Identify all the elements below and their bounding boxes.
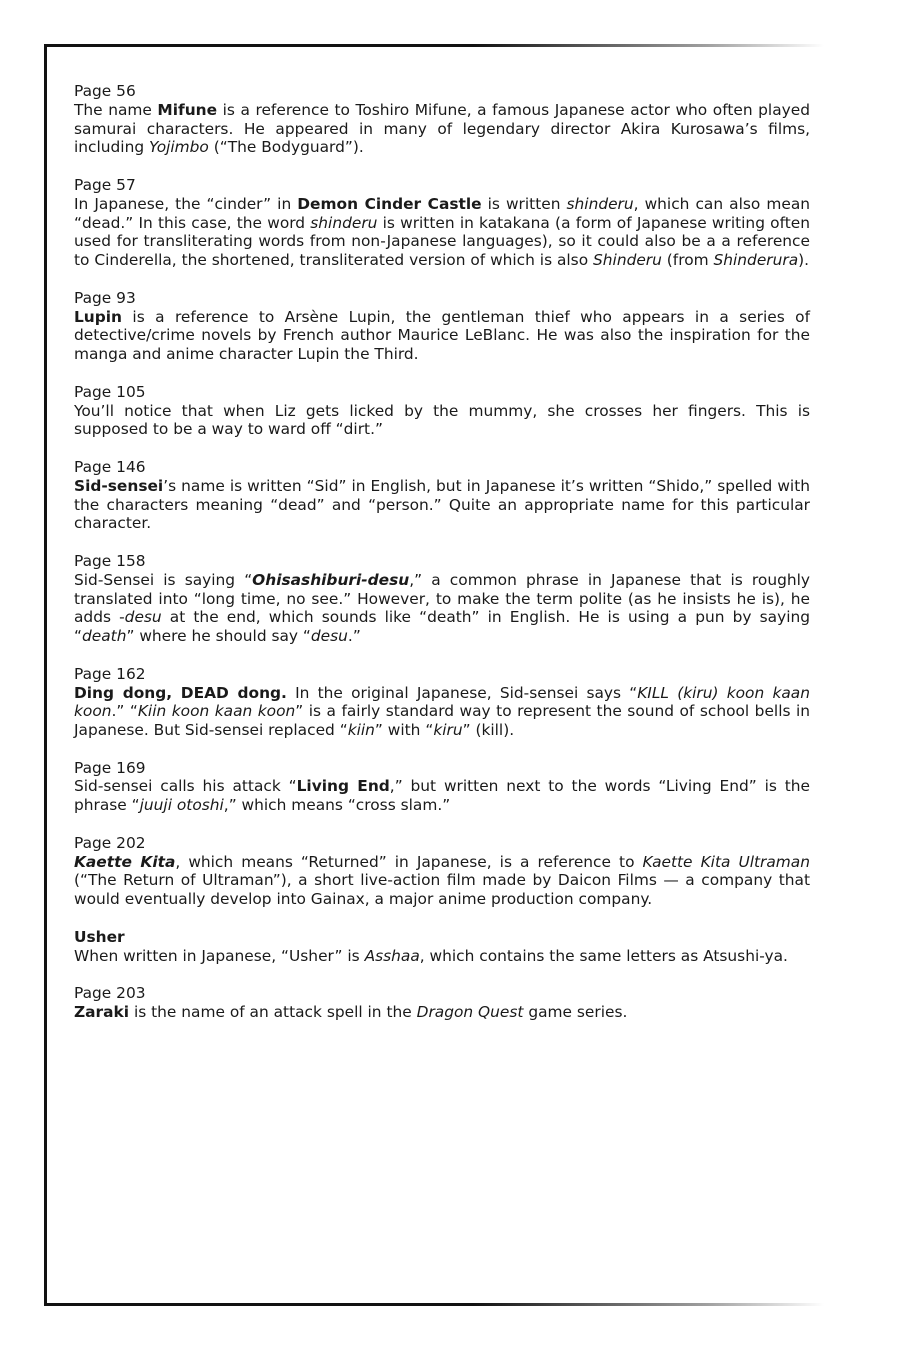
note-text-run: Shinderura xyxy=(713,251,799,270)
note-text-run: desu xyxy=(310,627,348,646)
note-block xyxy=(74,289,810,364)
note-text-run: , which can also mean “dead.” In this case, the word xyxy=(74,194,811,232)
note-body xyxy=(74,1003,810,1022)
note-text-run: In Japanese, the “cinder” in xyxy=(74,194,298,213)
note-block xyxy=(74,82,810,157)
note-text-run: Mifune xyxy=(157,100,218,119)
note-text-run: Ohisashiburi-desu xyxy=(252,570,410,589)
note-heading: Page 105 xyxy=(74,382,146,401)
note-heading: Page 158 xyxy=(74,551,146,570)
note-text-run: In the original Japanese, Sid-sensei says “ xyxy=(286,683,638,702)
note-text-run: Dragon Quest xyxy=(416,1003,524,1022)
note-heading: Page 56 xyxy=(74,82,136,100)
note-text-run: ” with “ xyxy=(374,721,434,740)
note-block xyxy=(74,984,810,1022)
page-frame-top-rule xyxy=(44,44,824,47)
note-text-run: at the end, which sounds like “death” in English. He is using a pun by saying “ xyxy=(74,608,810,646)
note-block xyxy=(74,383,810,439)
note-text-run: Sid-Sensei is saying “ xyxy=(74,570,253,589)
note-body xyxy=(74,777,810,815)
note-text-run: .” xyxy=(347,627,361,646)
note-text-run: When written in Japanese, “Usher” is xyxy=(74,946,365,965)
note-text-run: .” “ xyxy=(111,702,138,721)
note-text-run: Kaette Kita Ultraman xyxy=(642,852,810,871)
note-body xyxy=(74,571,810,646)
translation-notes xyxy=(74,82,810,1041)
note-text-run: Sid-sensei xyxy=(74,476,164,495)
note-text-run: is written in katakana (a form of Japanese writing often used for transliterating words from non-Japanese languages), so it could also be a a reference to Cinderella, the shortened, transliterated version of which is also xyxy=(74,213,810,270)
note-text-run: Kiin koon kaan koon xyxy=(137,702,296,721)
note-text-run: (from xyxy=(661,251,714,270)
note-block xyxy=(74,834,810,909)
page-frame-bottom-rule xyxy=(44,1303,824,1306)
note-text-run: Sid-sensei calls his attack “ xyxy=(74,777,297,796)
note-text-run: game series. xyxy=(523,1003,628,1022)
note-body xyxy=(74,477,810,533)
note-body xyxy=(74,195,810,270)
note-text-run: kiin xyxy=(347,721,375,740)
note-block xyxy=(74,176,810,270)
note-text-run: Demon Cinder Castle xyxy=(297,194,482,213)
note-text-run: Kaette Kita xyxy=(74,852,176,871)
note-heading: Page 93 xyxy=(74,288,136,307)
note-text-run: (“The Bodyguard”). xyxy=(208,138,364,157)
note-heading: Page 202 xyxy=(74,833,146,852)
note-block xyxy=(74,665,810,740)
note-text-run: Lupin xyxy=(74,307,123,326)
note-text-run: is written xyxy=(481,194,567,213)
note-text-run: desu xyxy=(124,608,162,627)
note-text-run: The name xyxy=(74,100,158,119)
page-frame-left-rule xyxy=(44,44,47,1306)
note-text-run: shinderu xyxy=(310,213,378,232)
note-heading: Page 203 xyxy=(74,984,146,1003)
note-text-run: You’ll notice that when Liz gets licked by the mummy, she crosses her fingers. This is supposed to be a way to ward off “dirt.” xyxy=(74,401,810,439)
note-heading: Usher xyxy=(74,927,125,946)
note-text-run: ,” a common phrase in Japanese that is roughly translated into “long time, no see.” However, to make the term polite (as he insists he is), he adds - xyxy=(74,570,810,627)
note-text-run: (“The Return of Ultraman”), a short live-action film made by Daicon Films — a company that would eventually develop into Gainax, a major anime production company. xyxy=(74,871,810,909)
note-text-run: ). xyxy=(798,251,810,270)
note-body xyxy=(74,853,810,909)
note-text-run: Living End xyxy=(296,777,390,796)
note-heading: Page 146 xyxy=(74,457,146,476)
note-heading: Page 162 xyxy=(74,664,146,683)
note-text-run: KILL (kiru) koon kaan koon xyxy=(74,683,810,721)
note-block xyxy=(74,928,810,966)
note-text-run: is a reference to Toshiro Mifune, a famous Japanese actor who often played samurai characters. He appeared in many of legendary director Akira Kurosawa’s films, including xyxy=(74,100,810,157)
note-text-run: death xyxy=(81,627,127,646)
note-block xyxy=(74,552,810,646)
note-text-run: juuji otoshi xyxy=(139,796,224,815)
note-body xyxy=(74,684,810,740)
note-text-run: kiru xyxy=(433,721,463,740)
note-text-run: Zaraki xyxy=(74,1003,130,1022)
note-body xyxy=(74,402,810,440)
note-heading: Page 169 xyxy=(74,758,146,777)
note-text-run: Yojimbo xyxy=(148,138,209,157)
note-text-run: ” (kill). xyxy=(462,721,515,740)
note-text-run: Shinderu xyxy=(593,251,662,270)
note-body xyxy=(74,308,810,364)
note-heading: Page 57 xyxy=(74,175,136,194)
note-text-run: ” where he should say “ xyxy=(126,627,311,646)
note-text-run: ,” but written next to the words “Living End” is the phrase “ xyxy=(74,777,810,815)
note-text-run: ” is a fairly standard way to represent the sound of school bells in Japanese. But Sid-sensei replaced “ xyxy=(74,702,811,740)
note-text-run: , which contains the same letters as Atsushi-ya. xyxy=(419,946,788,965)
note-text-run: , which means “Returned” in Japanese, is a reference to xyxy=(175,852,643,871)
note-body xyxy=(74,101,810,157)
note-text-run: shinderu xyxy=(566,194,634,213)
note-text-run: Ding dong, DEAD dong. xyxy=(74,683,287,702)
note-body xyxy=(74,947,810,966)
note-text-run: Asshaa xyxy=(364,946,420,965)
note-text-run: is a reference to Arsène Lupin, the gentleman thief who appears in a series of detective/crime novels by French author Maurice LeBlanc. He was also the inspiration for the manga and anime character Lupin the Third. xyxy=(74,307,810,364)
note-block xyxy=(74,759,810,815)
note-text-run: is the name of an attack spell in the xyxy=(129,1003,417,1022)
note-block xyxy=(74,458,810,533)
note-text-run: ’s name is written “Sid” in English, but in Japanese it’s written “Shido,” spelled with the characters meaning “dead” and “person.” Quite an appropriate name for this particular character. xyxy=(74,476,810,533)
note-text-run: ,” which means “cross slam.” xyxy=(223,796,451,815)
